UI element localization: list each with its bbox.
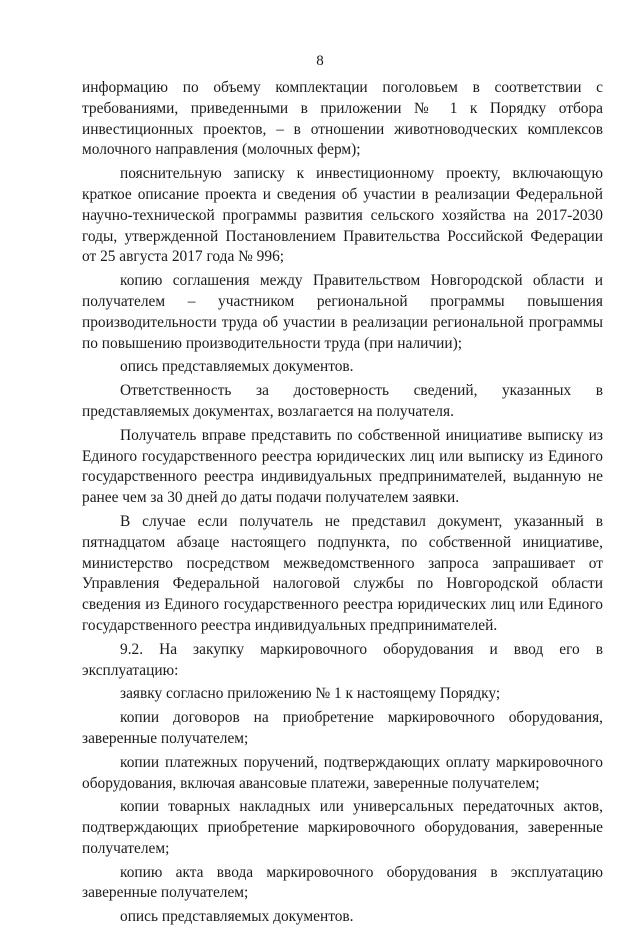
paragraph: копии товарных накладных или универсальных передаточных актов, подтверждающих приобретение маркировочного оборудования, заверенные получателем; [82, 798, 603, 857]
paragraph: копии договоров на приобретение маркировочного оборудования, заверенные получателем; [82, 709, 603, 747]
page-number: 8 [316, 53, 324, 69]
paragraph: Получатель вправе представить по собственной инициативе выписку из Единого государственного реестра юридических лиц или выписку из Единого государственного реестра индивидуальных предпринимателей, выданную не ранее чем за 30 дней до даты подачи получателем заявки. [82, 426, 603, 507]
paragraph: копию соглашения между Правительством Новгородской области и получателем – участником региональной программы повышения производительности труда об участии в реализации региональной программы по повышению производительности труда (при наличии); [82, 272, 603, 352]
paragraph: опись представляемых документов. [120, 358, 354, 376]
paragraph: копию акта ввода маркировочного оборудования в эксплуатацию заверенные получателем; [82, 863, 603, 902]
paragraph: Ответственность за достоверность сведений, указанных в представляемых документах, возлагается на получателя. [82, 382, 603, 420]
paragraph: заявку согласно приложению № 1 к настоящему Порядку; [120, 685, 501, 703]
paragraph: В случае если получатель не представил документ, указанный в пятнадцатом абзаце настоящего подпункта, по собственной инициативе, министерство посредством межведомственного запроса запрашивает от Управления Федеральной налоговой службы по Новгородской области сведения из Единого государственного реестра юридических лиц или Единого государственного реестра индивидуальных предпринимателей. [82, 512, 603, 634]
paragraph: копии платежных поручений, подтверждающих оплату маркировочного оборудования, включая авансовые платежи, заверенные получателем; [82, 753, 603, 792]
paragraph: информацию по объему комплектации поголовьем в соответствии с требованиями, приведенными в приложении № 1 к Порядку отбора инвестиционных проектов, – в отношении животноводческих комплексов молочного направления (молочных ферм); [82, 79, 603, 159]
paragraph: 9.2. На закупку маркировочного оборудования и ввод его в эксплуатацию: [82, 640, 603, 679]
paragraph: опись представляемых документов. [120, 908, 354, 926]
paragraph: пояснительную записку к инвестиционному проекту, включающую краткое описание проекта и сведения об участии в реализации Федеральной научно-технической программы развития сельского хозяйства на 2017-2030 годы, утвержденной Постановлением Правительства Российской Федерации от 25 августа 2017 года № 996; [82, 165, 603, 266]
document-body [82, 78, 603, 931]
